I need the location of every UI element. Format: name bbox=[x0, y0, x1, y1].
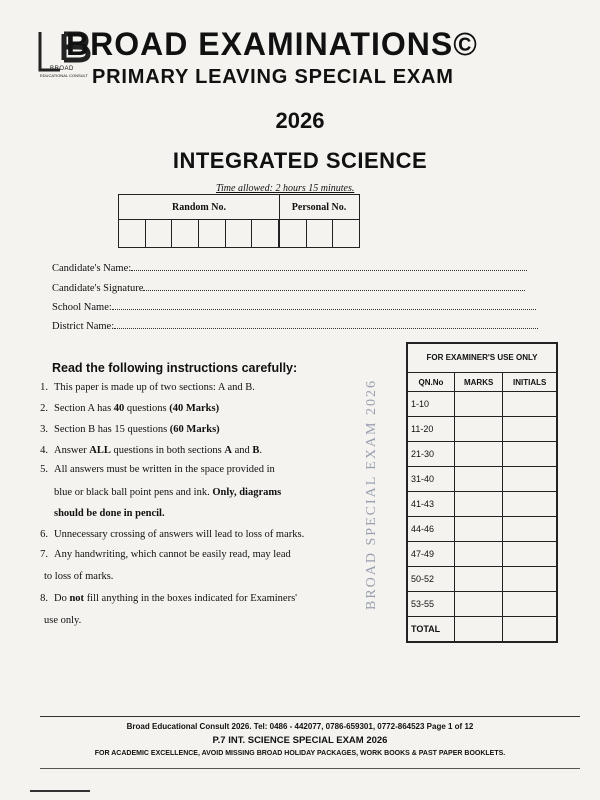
marks-cell[interactable] bbox=[455, 417, 503, 442]
initials-cell[interactable] bbox=[503, 467, 557, 492]
candidate-signature-field[interactable] bbox=[52, 282, 525, 294]
col-header-qn: QN.No bbox=[408, 373, 455, 392]
field-label: District Name: bbox=[52, 321, 115, 332]
watermark-text: BROAD SPECIAL EXAM 2026 bbox=[364, 379, 379, 610]
table-row: 50-52 bbox=[408, 567, 557, 592]
field-label: School Name: bbox=[52, 302, 112, 313]
personal-no-label: Personal No. bbox=[291, 201, 347, 213]
initials-cell[interactable] bbox=[503, 492, 557, 517]
instruction-item: 7. Any handwriting, which cannot be easily read, may lead bbox=[40, 549, 291, 560]
time-allowed: Time allowed: 2 hours 15 minutes. bbox=[216, 183, 355, 194]
random-no-cell[interactable] bbox=[226, 220, 253, 248]
fill-line bbox=[143, 282, 525, 291]
personal-no-cell[interactable] bbox=[280, 220, 307, 248]
initials-cell[interactable] bbox=[503, 592, 557, 617]
footer-divider bbox=[40, 716, 580, 717]
table-row: 47-49 bbox=[408, 542, 557, 567]
total-marks-cell[interactable] bbox=[455, 617, 503, 642]
random-no-label: Random No. bbox=[119, 195, 280, 219]
exam-year: 2026 bbox=[275, 108, 325, 133]
random-no-cell[interactable] bbox=[199, 220, 226, 248]
initials-cell[interactable] bbox=[503, 442, 557, 467]
marks-cell[interactable] bbox=[455, 592, 503, 617]
footer-contact: Broad Educational Consult 2026. Tel: 0486 - 442077, 0786-659301, 0772-864523 Page 1 of 12 bbox=[126, 722, 474, 731]
initials-cell[interactable] bbox=[503, 392, 557, 417]
instruction-item: 2. Section A has 40 questions (40 Marks) bbox=[40, 403, 220, 414]
logo-subtitle: EDUCATIONAL CONSULT bbox=[40, 73, 88, 78]
table-row: 11-20 bbox=[408, 417, 557, 442]
instruction-item: 1. This paper is made up of two sections: A and B. bbox=[40, 382, 255, 393]
random-no-cell[interactable] bbox=[252, 220, 280, 248]
instruction-item: 4. Answer ALL questions in both sections A and B. bbox=[40, 445, 263, 456]
candidate-number-boxes bbox=[118, 194, 360, 248]
school-name-field[interactable] bbox=[52, 301, 536, 313]
field-label: Candidate's Name: bbox=[52, 263, 132, 274]
exam-title: PRIMARY LEAVING SPECIAL EXAM bbox=[92, 66, 454, 88]
initials-cell[interactable] bbox=[503, 417, 557, 442]
marks-cell[interactable] bbox=[455, 467, 503, 492]
marks-cell[interactable] bbox=[455, 567, 503, 592]
instructions-heading: Read the following instructions carefully: bbox=[52, 361, 298, 375]
table-row: 21-30 bbox=[408, 442, 557, 467]
instruction-continuation: use only. bbox=[44, 615, 82, 626]
initials-cell[interactable] bbox=[503, 517, 557, 542]
marks-cell[interactable] bbox=[455, 492, 503, 517]
footer-slogan: FOR ACADEMIC EXCELLENCE, AVOID MISSING BROAD HOLIDAY PACKAGES, WORK BOOKS & PAST PAPER BOOKLETS. bbox=[94, 750, 506, 757]
fill-line bbox=[131, 262, 527, 271]
table-row: 53-55 bbox=[408, 592, 557, 617]
examiner-use-table bbox=[406, 342, 558, 643]
instruction-continuation: should be done in pencil. bbox=[54, 508, 165, 519]
table-row: 41-43 bbox=[408, 492, 557, 517]
total-initials-cell[interactable] bbox=[503, 617, 557, 642]
footer-paper-title: P.7 INT. SCIENCE SPECIAL EXAM 2026 bbox=[212, 735, 388, 746]
fill-line bbox=[114, 320, 538, 329]
personal-no-cell[interactable] bbox=[307, 220, 334, 248]
total-row: TOTAL bbox=[408, 617, 557, 642]
random-no-cell[interactable] bbox=[146, 220, 173, 248]
instruction-item: 5. All answers must be written in the space provided in bbox=[40, 464, 275, 475]
personal-no-cell[interactable] bbox=[333, 220, 359, 248]
brand-title: BROAD EXAMINATIONS© bbox=[66, 26, 478, 62]
subject-title: INTEGRATED SCIENCE bbox=[172, 148, 428, 173]
instruction-continuation: blue or black ball point pens and ink. Only, diagrams bbox=[54, 487, 282, 498]
col-header-marks: MARKS bbox=[455, 373, 503, 392]
random-no-cell[interactable] bbox=[172, 220, 199, 248]
marks-cell[interactable] bbox=[455, 517, 503, 542]
table-row: 31-40 bbox=[408, 467, 557, 492]
examiner-table-title: FOR EXAMINER'S USE ONLY bbox=[408, 344, 557, 373]
table-row: 1-10 bbox=[408, 392, 557, 417]
logo-wordmark: BROAD bbox=[50, 66, 74, 72]
instruction-continuation: to loss of marks. bbox=[44, 571, 114, 582]
random-no-cell[interactable] bbox=[119, 220, 146, 248]
marks-cell[interactable] bbox=[455, 542, 503, 567]
marks-cell[interactable] bbox=[455, 392, 503, 417]
field-label: Candidate's Signature bbox=[52, 283, 144, 294]
col-header-initials: INITIALS bbox=[503, 373, 557, 392]
initials-cell[interactable] bbox=[503, 567, 557, 592]
instruction-item: 8. Do not fill anything in the boxes indicated for Examiners' bbox=[40, 593, 298, 604]
footer-bottom-rule bbox=[40, 768, 580, 769]
candidate-name-field[interactable] bbox=[52, 262, 527, 274]
district-name-field[interactable] bbox=[52, 320, 538, 332]
table-row: 44-46 bbox=[408, 517, 557, 542]
scan-mark bbox=[30, 790, 90, 792]
instruction-item: 6. Unnecessary crossing of answers will lead to loss of marks. bbox=[40, 529, 305, 540]
instruction-item: 3. Section B has 15 questions (60 Marks) bbox=[40, 424, 220, 435]
fill-line bbox=[112, 301, 536, 310]
marks-cell[interactable] bbox=[455, 442, 503, 467]
initials-cell[interactable] bbox=[503, 542, 557, 567]
